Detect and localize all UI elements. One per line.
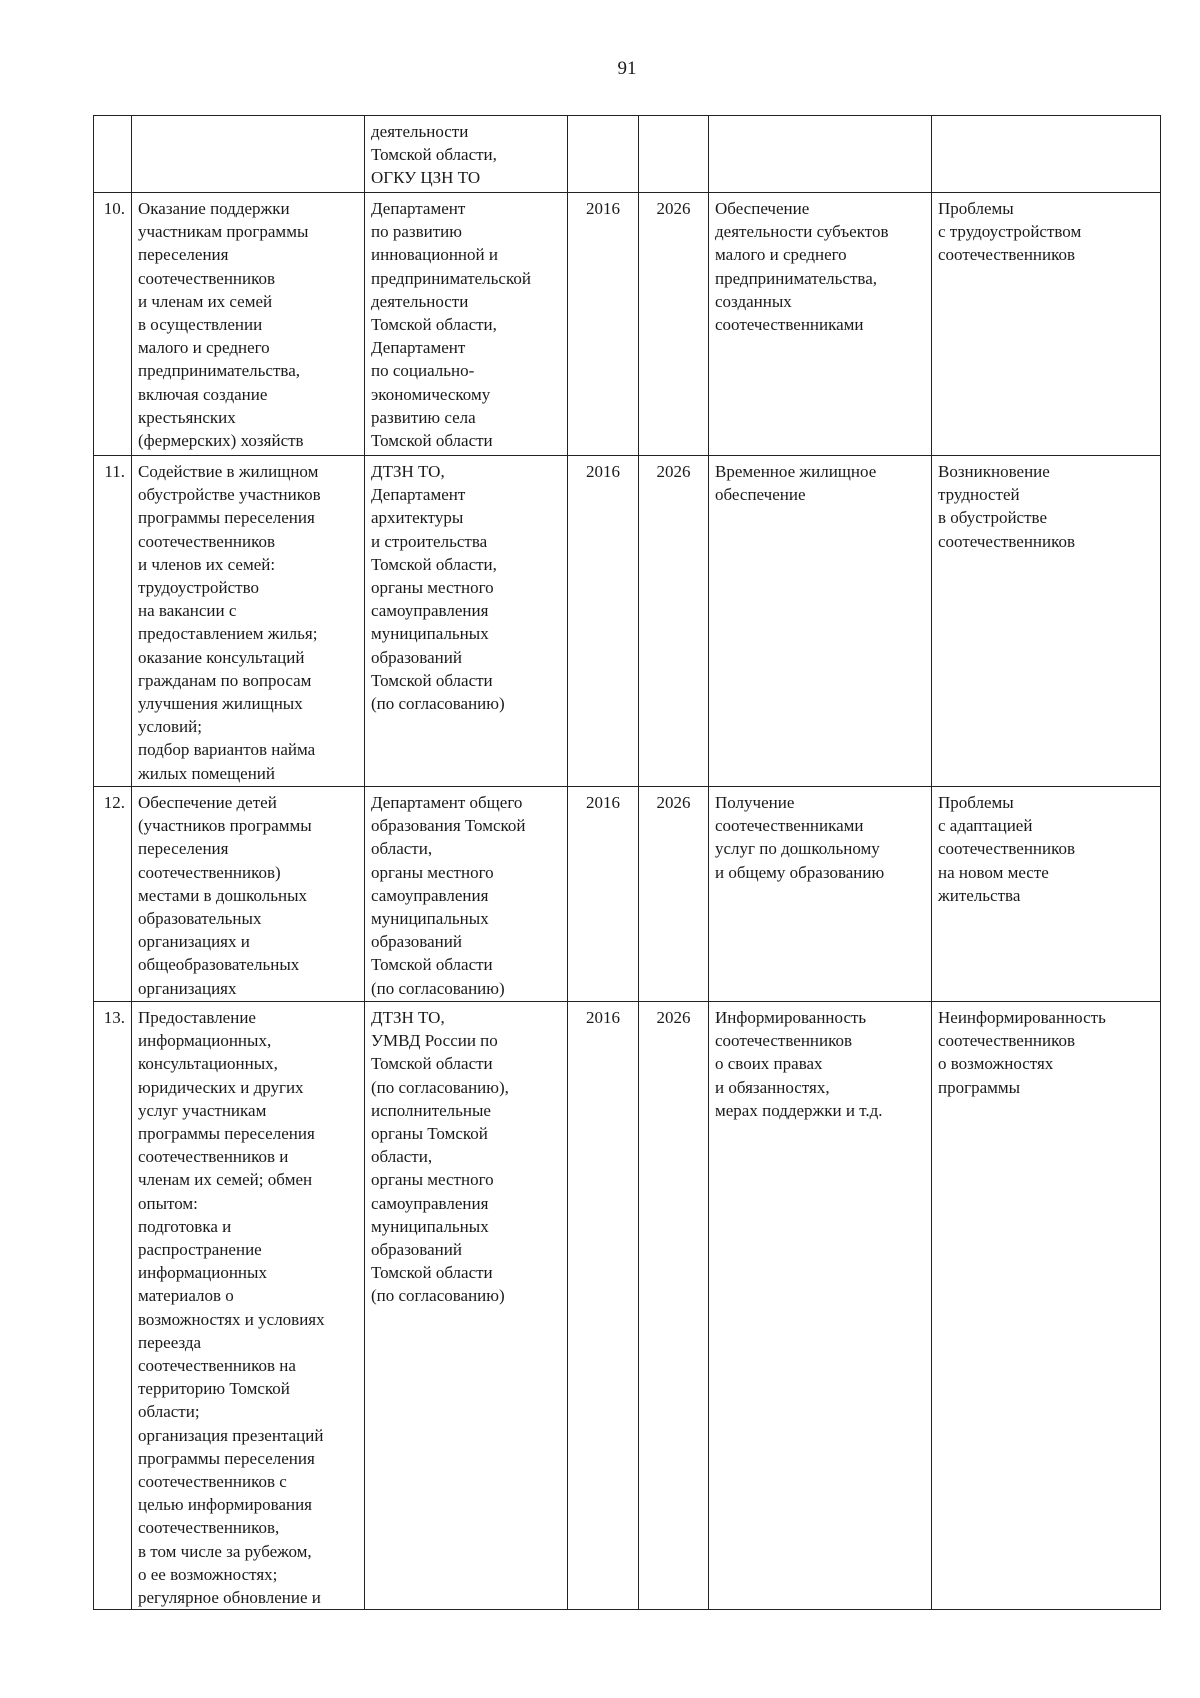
executor-cell: ДТЗН ТО, УМВД России по Томской области (по согласованию), исполнительные органы Томской области, органы местного самоуправления муниципальных образований Томской области (по согласованию)	[365, 1002, 568, 1610]
risk-cell: Неинформированность соотечественников о возможностях программы	[932, 1002, 1161, 1610]
end-year-cell: 2026	[639, 787, 709, 1002]
row-number: 13.	[94, 1002, 132, 1610]
end-year-cell: 2026	[639, 456, 709, 787]
row-number	[94, 116, 132, 193]
start-year-cell	[568, 116, 639, 193]
measure-cell: Предоставление информационных, консультационных, юридических и других услуг участникам программы переселения соотечественников и членам их семей; обмен опытом: подготовка и распространение информационных материалов о возможностях и условиях переезда соотечественников на территорию Томской области; организация презентаций программы переселения соотечественников с целью информирования соотечественников, в том числе за рубежом, о ее возможностях; регулярное обновление и	[132, 1002, 365, 1610]
measures-table	[93, 115, 1161, 1610]
start-year-cell: 2016	[568, 193, 639, 456]
risk-cell: Проблемы с трудоустройством соотечественников	[932, 193, 1161, 456]
executor-cell: Департамент по развитию инновационной и предпринимательской деятельности Томской области, Департамент по социально- экономическому развитию села Томской области	[365, 193, 568, 456]
result-cell: Получение соотечественниками услуг по дошкольному и общему образованию	[709, 787, 932, 1002]
result-cell: Обеспечение деятельности субъектов малого и среднего предпринимательства, созданных соотечественниками	[709, 193, 932, 456]
start-year-cell: 2016	[568, 787, 639, 1002]
result-cell: Временное жилищное обеспечение	[709, 456, 932, 787]
row-number: 11.	[94, 456, 132, 787]
measure-cell	[132, 116, 365, 193]
result-cell: Информированность соотечественников о своих правах и обязанностях, мерах поддержки и т.д.	[709, 1002, 932, 1610]
table-row	[94, 1002, 1161, 1610]
end-year-cell: 2026	[639, 193, 709, 456]
executor-cell: деятельности Томской области, ОГКУ ЦЗН ТО	[365, 116, 568, 193]
page-number: 91	[617, 58, 637, 79]
measure-cell: Оказание поддержки участникам программы переселения соотечественников и членам их семей в осуществлении малого и среднего предпринимательства, включая создание крестьянских (фермерских) хозяйств	[132, 193, 365, 456]
table-row	[94, 193, 1161, 456]
start-year-cell: 2016	[568, 1002, 639, 1610]
executor-cell: Департамент общего образования Томской области, органы местного самоуправления муниципальных образований Томской области (по согласованию)	[365, 787, 568, 1002]
measure-cell: Обеспечение детей (участников программы переселения соотечественников) местами в дошкольных образовательных организациях и общеобразовательных организациях	[132, 787, 365, 1002]
end-year-cell	[639, 116, 709, 193]
risk-cell: Возникновение трудностей в обустройстве соотечественников	[932, 456, 1161, 787]
table-row	[94, 787, 1161, 1002]
measure-cell: Содействие в жилищном обустройстве участников программы переселения соотечественников и членов их семей: трудоустройство на вакансии с предоставлением жилья; оказание консультаций гражданам по вопросам улучшения жилищных условий; подбор вариантов найма жилых помещений	[132, 456, 365, 787]
risk-cell: Проблемы с адаптацией соотечественников на новом месте жительства	[932, 787, 1161, 1002]
table-row	[94, 116, 1161, 193]
row-number: 10.	[94, 193, 132, 456]
end-year-cell: 2026	[639, 1002, 709, 1610]
row-number: 12.	[94, 787, 132, 1002]
risk-cell	[932, 116, 1161, 193]
start-year-cell: 2016	[568, 456, 639, 787]
result-cell	[709, 116, 932, 193]
executor-cell: ДТЗН ТО, Департамент архитектуры и строительства Томской области, органы местного самоуправления муниципальных образований Томской области (по согласованию)	[365, 456, 568, 787]
table-row	[94, 456, 1161, 787]
